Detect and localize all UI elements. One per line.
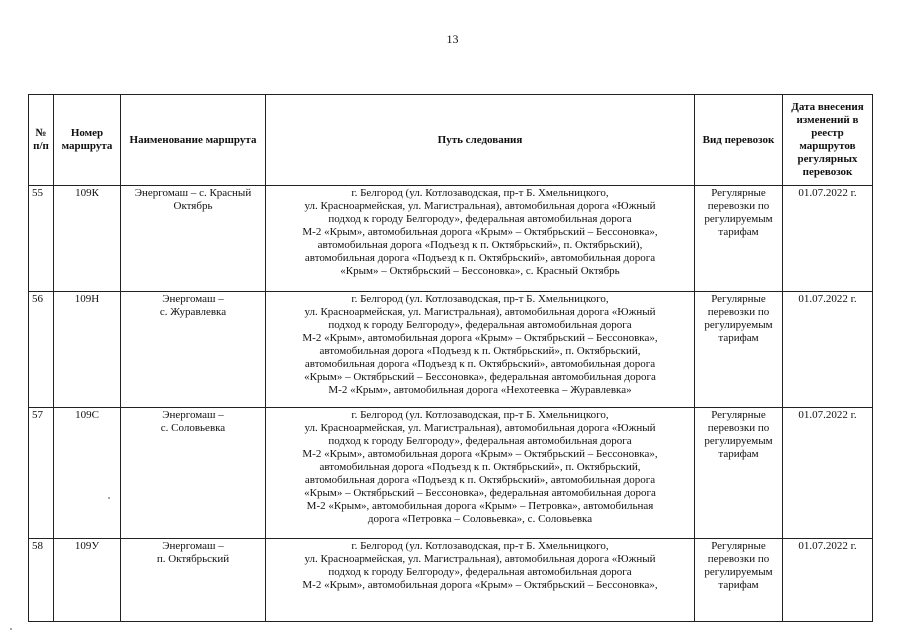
route-name-line: Энергомаш – с. Красный <box>134 187 252 199</box>
route-path-line: подход к городу Белгороду», федеральная автомобильная дорога <box>328 213 632 225</box>
transport-type-line: регулируемым <box>704 213 773 225</box>
route-name-line: Энергомаш – <box>162 409 224 421</box>
transport-type-line: перевозки по <box>707 553 770 565</box>
transport-type-line: тарифам <box>718 226 759 238</box>
table-row <box>29 292 873 408</box>
route-path <box>266 408 695 539</box>
header-route-number: Номер маршрута <box>54 95 121 186</box>
transport-type <box>695 408 783 539</box>
transport-type-line: тарифам <box>718 448 759 460</box>
route-path-line: ул. Красноармейская, ул. Магистральная), автомобильная дорога «Южный <box>304 306 656 318</box>
transport-type-line: регулируемым <box>704 435 773 447</box>
transport-type-line: перевозки по <box>707 306 770 318</box>
transport-type-line: регулируемым <box>704 566 773 578</box>
route-path-line: г. Белгород (ул. Котлозаводская, пр-т Б. Хмельницкого, <box>351 540 609 552</box>
route-number: 109С <box>54 408 121 539</box>
route-path-line: М-2 «Крым», автомобильная дорога «Крым» – Октябрьский – Бессоновка», <box>302 448 658 460</box>
route-path-line: автомобильная дорога «Подъезд к п. Октябрьский», п. Октябрьский, <box>319 461 641 473</box>
route-path-line: г. Белгород (ул. Котлозаводская, пр-т Б. Хмельницкого, <box>351 293 609 305</box>
route-name-line: с. Соловьевка <box>160 422 226 434</box>
header-transport-type: Вид перевозок <box>695 95 783 186</box>
route-path-line: подход к городу Белгороду», федеральная автомобильная дорога <box>328 566 632 578</box>
route-path-line: М-2 «Крым», автомобильная дорога «Нехотеевка – Журавлевка» <box>328 384 632 396</box>
route-path-line: ул. Красноармейская, ул. Магистральная), автомобильная дорога «Южный <box>304 200 656 212</box>
row-number: 58 <box>29 539 54 622</box>
route-path-line: «Крым» – Октябрьский – Бессоновка», федеральная автомобильная дорога <box>304 487 656 499</box>
scan-artifact <box>108 497 110 499</box>
route-path-line: М-2 «Крым», автомобильная дорога «Крым» – Октябрьский – Бессоновка», <box>302 226 658 238</box>
transport-type-line: тарифам <box>718 579 759 591</box>
table-row <box>29 408 873 539</box>
header-route-name: Наименование маршрута <box>121 95 266 186</box>
row-number: 57 <box>29 408 54 539</box>
transport-type-line: перевозки по <box>707 422 770 434</box>
route-path-line: подход к городу Белгороду», федеральная автомобильная дорога <box>328 435 632 447</box>
route-path-line: г. Белгород (ул. Котлозаводская, пр-т Б. Хмельницкого, <box>351 187 609 199</box>
route-path-line: «Крым» – Октябрьский – Бессоновка», федеральная автомобильная дорога <box>304 371 656 383</box>
transport-type-line: Регулярные <box>711 187 766 199</box>
row-number: 56 <box>29 292 54 408</box>
route-number: 109К <box>54 186 121 292</box>
header-number: № п/п <box>29 95 54 186</box>
route-path <box>266 539 695 622</box>
transport-type-line: регулируемым <box>704 319 773 331</box>
route-name-line: п. Октябрьский <box>156 553 230 565</box>
header-route-path: Путь следования <box>266 95 695 186</box>
change-date: 01.07.2022 г. <box>783 408 873 539</box>
route-name-line: Энергомаш – <box>162 293 224 305</box>
route-path-line: ул. Красноармейская, ул. Магистральная), автомобильная дорога «Южный <box>304 553 656 565</box>
scan-artifact <box>10 628 12 630</box>
header-change-date: Дата внесения изменений в реестр маршрутов регулярных перевозок <box>783 95 873 186</box>
table-header-row <box>29 95 873 186</box>
change-date: 01.07.2022 г. <box>783 539 873 622</box>
route-path-line: автомобильная дорога «Подъезд к п. Октябрьский», автомобильная дорога <box>304 358 656 370</box>
table-row <box>29 539 873 622</box>
route-path-line: М-2 «Крым», автомобильная дорога «Крым» – Петровка», автомобильная <box>306 500 654 512</box>
transport-type-line: Регулярные <box>711 540 766 552</box>
route-path <box>266 292 695 408</box>
route-path-line: М-2 «Крым», автомобильная дорога «Крым» – Октябрьский – Бессоновка», <box>302 332 658 344</box>
route-name <box>121 408 266 539</box>
route-path-line: М-2 «Крым», автомобильная дорога «Крым» – Октябрьский – Бессоновка», <box>302 579 658 591</box>
transport-type <box>695 186 783 292</box>
route-path-line: подход к городу Белгороду», федеральная автомобильная дорога <box>328 319 632 331</box>
route-path-line: автомобильная дорога «Подъезд к п. Октябрьский», автомобильная дорога <box>304 474 656 486</box>
routes-table <box>28 94 873 622</box>
route-number: 109Н <box>54 292 121 408</box>
route-path-line: «Крым» – Октябрьский – Бессоновка», с. Красный Октябрь <box>340 265 620 277</box>
route-path-line: автомобильная дорога «Подъезд к п. Октябрьский», п. Октябрьский), <box>317 239 643 251</box>
route-path-line: автомобильная дорога «Подъезд к п. Октябрьский», автомобильная дорога <box>304 252 656 264</box>
transport-type-line: Регулярные <box>711 409 766 421</box>
route-name <box>121 186 266 292</box>
route-name-line: с. Журавлевка <box>159 306 227 318</box>
route-path-line: дорога «Петровка – Соловьевка», с. Соловьевка <box>367 513 593 525</box>
change-date: 01.07.2022 г. <box>783 186 873 292</box>
transport-type-line: тарифам <box>718 332 759 344</box>
transport-type <box>695 539 783 622</box>
transport-type-line: Регулярные <box>711 293 766 305</box>
change-date: 01.07.2022 г. <box>783 292 873 408</box>
route-name <box>121 539 266 622</box>
route-name-line: Октябрь <box>173 200 213 212</box>
route-path-line: г. Белгород (ул. Котлозаводская, пр-т Б. Хмельницкого, <box>351 409 609 421</box>
route-number: 109У <box>54 539 121 622</box>
table-row <box>29 186 873 292</box>
route-path-line: ул. Красноармейская, ул. Магистральная), автомобильная дорога «Южный <box>304 422 656 434</box>
route-path-line: автомобильная дорога «Подъезд к п. Октябрьский», п. Октябрьский, <box>319 345 641 357</box>
route-path <box>266 186 695 292</box>
route-name <box>121 292 266 408</box>
page-number: 13 <box>446 32 459 46</box>
row-number: 55 <box>29 186 54 292</box>
route-name-line: Энергомаш – <box>162 540 224 552</box>
transport-type <box>695 292 783 408</box>
transport-type-line: перевозки по <box>707 200 770 212</box>
